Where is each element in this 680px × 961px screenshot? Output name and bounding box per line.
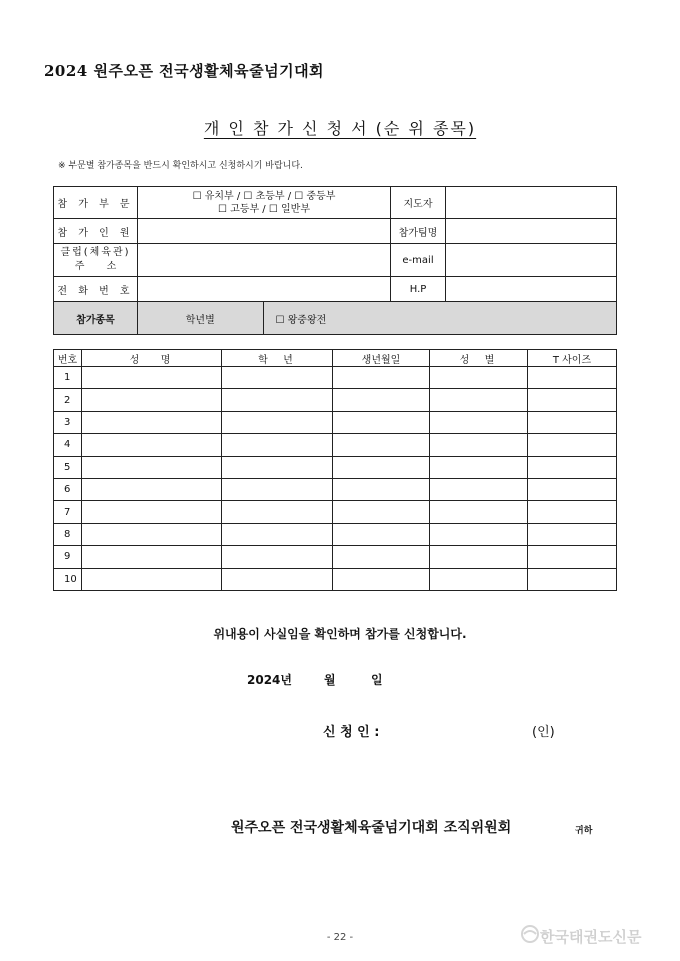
notice-text: ※ 부문별 참가종목을 반드시 확인하시고 신청하시기 바랍니다.	[58, 161, 303, 171]
roster-cell-name[interactable]	[82, 434, 222, 456]
roster-header-grade: 학 년	[222, 350, 333, 367]
roster-cell-tshirt[interactable]	[528, 523, 617, 545]
roster-cell-number: 9	[54, 546, 82, 568]
roster-cell-gender[interactable]	[430, 478, 528, 500]
event-title: 2024 원주오픈 전국생활체육줄넘기대회	[44, 62, 325, 80]
roster-cell-gender[interactable]	[430, 456, 528, 478]
roster-cell-tshirt[interactable]	[528, 389, 617, 411]
roster-cell-tshirt[interactable]	[528, 411, 617, 433]
roster-cell-birthdate[interactable]	[333, 501, 430, 523]
roster-cell-gender[interactable]	[430, 434, 528, 456]
roster-cell-name[interactable]	[82, 389, 222, 411]
table-row	[54, 478, 617, 500]
table-row	[54, 411, 617, 433]
event-grade[interactable]: 학년별	[138, 302, 263, 334]
roster-cell-gender[interactable]	[430, 411, 528, 433]
event-row	[138, 302, 617, 335]
roster-cell-birthdate[interactable]	[333, 568, 430, 590]
roster-cell-grade[interactable]	[222, 501, 333, 523]
roster-cell-birthdate[interactable]	[333, 456, 430, 478]
club-label-line2: 주 소	[74, 261, 117, 272]
roster-cell-grade[interactable]	[222, 478, 333, 500]
form-title-text: 개 인 참 가 신 청 서 (순 위 종목)	[203, 119, 477, 138]
date-year: 2024년	[247, 673, 292, 687]
watermark-text: 한국태권도신문	[540, 928, 642, 946]
roster-cell-birthdate[interactable]	[333, 367, 430, 389]
roster-cell-tshirt[interactable]	[528, 367, 617, 389]
roster-cell-name[interactable]	[82, 367, 222, 389]
roster-cell-name[interactable]	[82, 411, 222, 433]
roster-cell-gender[interactable]	[430, 546, 528, 568]
roster-cell-number: 6	[54, 478, 82, 500]
roster-cell-gender[interactable]	[430, 568, 528, 590]
roster-cell-grade[interactable]	[222, 434, 333, 456]
roster-cell-number: 5	[54, 456, 82, 478]
roster-cell-birthdate[interactable]	[333, 434, 430, 456]
phone-field[interactable]	[138, 277, 391, 302]
roster-cell-tshirt[interactable]	[528, 478, 617, 500]
roster-header-number: 번호	[54, 350, 82, 367]
table-row	[54, 523, 617, 545]
roster-cell-grade[interactable]	[222, 568, 333, 590]
roster-body	[54, 367, 617, 591]
roster-cell-gender[interactable]	[430, 389, 528, 411]
roster-cell-birthdate[interactable]	[333, 523, 430, 545]
roster-table	[53, 349, 617, 591]
form-title	[0, 116, 680, 139]
email-label: e-mail	[391, 244, 446, 277]
roster-cell-name[interactable]	[82, 501, 222, 523]
hp-label: H.P	[391, 277, 446, 302]
phone-label: 전 화 번 호	[54, 277, 138, 302]
table-row	[54, 456, 617, 478]
table-row	[54, 546, 617, 568]
roster-cell-tshirt[interactable]	[528, 568, 617, 590]
coach-label: 지도자	[391, 187, 446, 219]
roster-cell-gender[interactable]	[430, 367, 528, 389]
roster-cell-grade[interactable]	[222, 411, 333, 433]
roster-cell-tshirt[interactable]	[528, 546, 617, 568]
roster-cell-name[interactable]	[82, 478, 222, 500]
team-name-label: 참가팀명	[391, 219, 446, 244]
applicant-info-table	[53, 186, 617, 335]
roster-cell-name[interactable]	[82, 523, 222, 545]
roster-cell-number: 2	[54, 389, 82, 411]
club-label-line1: 클럽(체육관)	[60, 247, 131, 258]
roster-cell-name[interactable]	[82, 456, 222, 478]
organizer-suffix: 귀하	[575, 826, 593, 836]
roster-header-gender: 성 별	[430, 350, 528, 367]
applicant-label: 신 청 인 :	[323, 725, 380, 740]
page-number: - 22 -	[326, 932, 354, 943]
event-option-champion[interactable]: ☐ 왕중왕전	[263, 302, 616, 334]
division-options-line2[interactable]: ☐ 고등부 / ☐ 일반부	[218, 203, 310, 215]
date-month: 월	[324, 673, 336, 687]
roster-cell-tshirt[interactable]	[528, 501, 617, 523]
roster-cell-grade[interactable]	[222, 389, 333, 411]
roster-cell-name[interactable]	[82, 568, 222, 590]
roster-cell-birthdate[interactable]	[333, 546, 430, 568]
club-address-field[interactable]	[138, 244, 391, 277]
division-label: 참 가 부 문	[54, 187, 138, 219]
roster-cell-tshirt[interactable]	[528, 434, 617, 456]
coach-field[interactable]	[446, 187, 617, 219]
participants-field[interactable]	[138, 219, 391, 244]
participants-label: 참 가 인 원	[54, 219, 138, 244]
table-row	[54, 568, 617, 590]
roster-cell-birthdate[interactable]	[333, 411, 430, 433]
roster-cell-grade[interactable]	[222, 456, 333, 478]
date-day: 일	[371, 673, 383, 687]
roster-cell-name[interactable]	[82, 546, 222, 568]
roster-header-tshirt: T 사이즈	[528, 350, 617, 367]
table-row	[54, 389, 617, 411]
team-name-field[interactable]	[446, 219, 617, 244]
table-row	[54, 501, 617, 523]
roster-cell-number: 10	[54, 568, 82, 590]
roster-cell-grade[interactable]	[222, 367, 333, 389]
roster-cell-number: 7	[54, 501, 82, 523]
roster-cell-number: 4	[54, 434, 82, 456]
roster-cell-grade[interactable]	[222, 523, 333, 545]
applicant-seal: (인)	[532, 725, 555, 740]
table-row	[54, 434, 617, 456]
roster-cell-number: 3	[54, 411, 82, 433]
club-label	[54, 244, 138, 277]
roster-cell-grade[interactable]	[222, 546, 333, 568]
hp-field[interactable]	[446, 277, 617, 302]
table-row	[54, 367, 617, 389]
roster-cell-gender[interactable]	[430, 501, 528, 523]
roster-cell-number: 1	[54, 367, 82, 389]
roster-cell-number: 8	[54, 523, 82, 545]
roster-header-birthdate: 생년월일	[333, 350, 430, 367]
roster-cell-birthdate[interactable]	[333, 389, 430, 411]
event-label: 참가종목	[54, 302, 138, 335]
roster-cell-gender[interactable]	[430, 523, 528, 545]
roster-header-name: 성 명	[82, 350, 222, 367]
organizer-name: 원주오픈 전국생활체육줄넘기대회 조직위원회	[231, 820, 512, 836]
division-options[interactable]	[138, 187, 391, 219]
email-field[interactable]	[446, 244, 617, 277]
roster-cell-tshirt[interactable]	[528, 456, 617, 478]
watermark-logo-icon	[520, 924, 540, 944]
confirm-text: 위내용이 사실임을 확인하며 참가를 신청합니다.	[213, 627, 467, 641]
division-options-line1[interactable]: ☐ 유치부 / ☐ 초등부 / ☐ 중등부	[192, 190, 336, 202]
roster-cell-birthdate[interactable]	[333, 478, 430, 500]
